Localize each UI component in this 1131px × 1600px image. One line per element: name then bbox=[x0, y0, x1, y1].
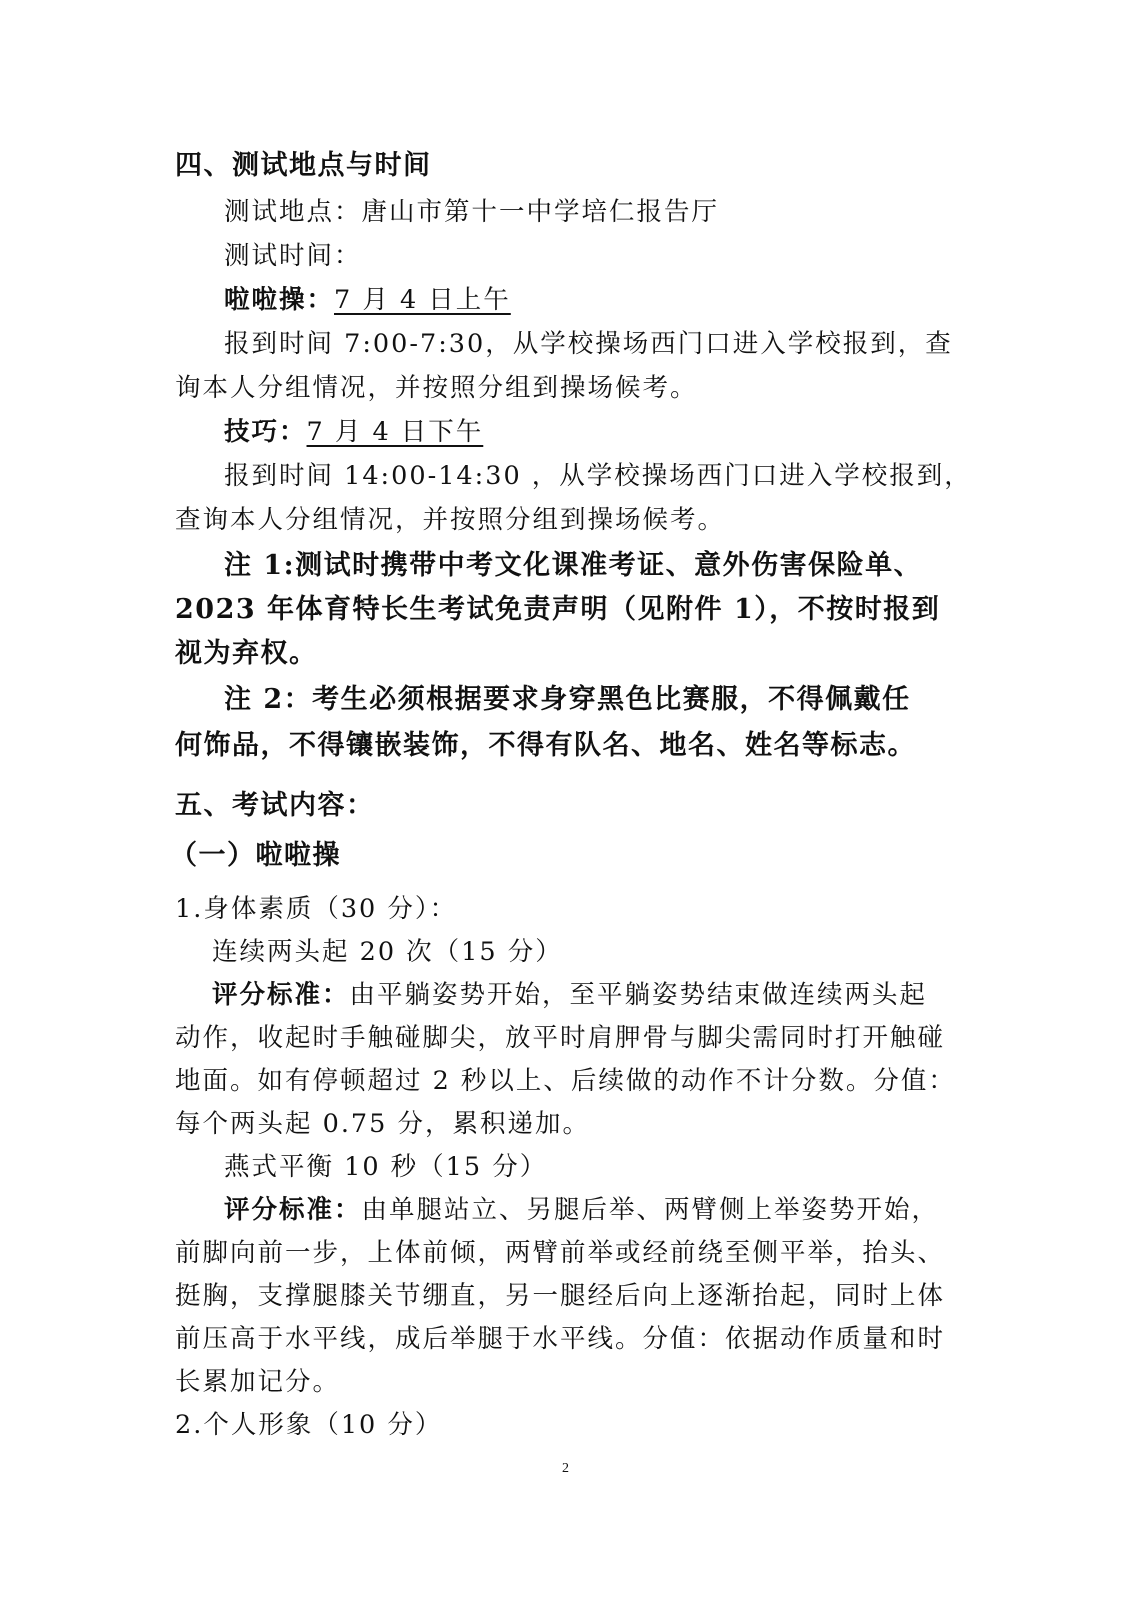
skill-label: 技巧： bbox=[224, 417, 307, 447]
criteria-2-line-3: 挺胸，支撑腿膝关节绷直，另一腿经后向上逐渐抬起，同时上体 bbox=[175, 1281, 946, 1311]
subsection-cheerleading: （一）啦啦操 bbox=[170, 840, 341, 871]
note1-line-3: 视为弃权。 bbox=[175, 638, 318, 669]
item-swallow-balance: 燕式平衡 10 秒（15 分） bbox=[224, 1152, 548, 1182]
skill-date: 7 月 4 日下午 bbox=[306, 417, 484, 447]
item-personal-image: 2.个人形象（10 分） bbox=[175, 1410, 443, 1440]
criteria-label: 评分标准： bbox=[224, 1195, 362, 1225]
criteria-2-line-4: 前压高于水平线，成后举腿于水平线。分值：依据动作质量和时 bbox=[175, 1324, 946, 1354]
criteria-1-line-2: 动作，收起时手触碰脚尖，放平时肩胛骨与脚尖需同时打开触碰 bbox=[175, 1023, 946, 1053]
cheer-date: 7 月 4 日上午 bbox=[334, 285, 511, 315]
cheer-report-line-1: 报到时间 7:00-7:30，从学校操场西门口进入学校报到，查 bbox=[224, 329, 953, 359]
criteria-label: 评分标准： bbox=[212, 980, 350, 1010]
note2-line-1: 注 2：考生必须根据要求身穿黑色比赛服，不得佩戴任 bbox=[224, 684, 911, 715]
test-location: 测试地点：唐山市第十一中学培仁报告厅 bbox=[224, 197, 720, 227]
skill-report-line-1: 报到时间 14:00-14:30 ，从学校操场西门口进入学校报到， bbox=[224, 461, 972, 491]
criteria-2-line-2: 前脚向前一步，上体前倾，两臂前举或经前绕至侧平举，抬头、 bbox=[175, 1238, 946, 1268]
skill-report-line-2: 查询本人分组情况，并按照分组到操场候考。 bbox=[175, 505, 726, 535]
criteria-2-line-5: 长累加记分。 bbox=[175, 1367, 341, 1397]
cheer-label: 啦啦操： bbox=[224, 285, 335, 315]
criteria-2-line-1: 评分标准：由单腿站立、另腿后举、两臂侧上举姿势开始， bbox=[224, 1195, 940, 1225]
page-number: 2 bbox=[562, 1461, 569, 1476]
note2-line-2: 何饰品，不得镶嵌装饰，不得有队名、地名、姓名等标志。 bbox=[175, 730, 916, 761]
criteria-1-line-3: 地面。如有停顿超过 2 秒以上、后续做的动作不计分数。分值： bbox=[175, 1066, 956, 1096]
item-physical-quality: 1.身体素质（30 分）： bbox=[175, 894, 458, 924]
section5-heading: 五、考试内容： bbox=[175, 790, 375, 821]
cheer-report-line-2: 询本人分组情况，并按照分组到操场候考。 bbox=[175, 373, 698, 403]
test-time-label: 测试时间： bbox=[224, 241, 362, 271]
criteria-1-line-4: 每个两头起 0.75 分，累积递加。 bbox=[175, 1109, 590, 1139]
criteria-1-line-1: 评分标准：由平躺姿势开始，至平躺姿势结束做连续两头起 bbox=[212, 980, 928, 1010]
cheer-schedule-line bbox=[224, 285, 511, 315]
skill-schedule-line bbox=[224, 417, 484, 447]
note1-line-2: 2023 年体育特长生考试免责声明（见附件 1），不按时报到 bbox=[175, 594, 941, 625]
item-double-curl: 连续两头起 20 次（15 分） bbox=[212, 937, 563, 967]
section4-heading: 四、测试地点与时间 bbox=[175, 150, 432, 181]
note1-line-1: 注 1:测试时携带中考文化课准考证、意外伤害保险单、 bbox=[224, 550, 923, 581]
